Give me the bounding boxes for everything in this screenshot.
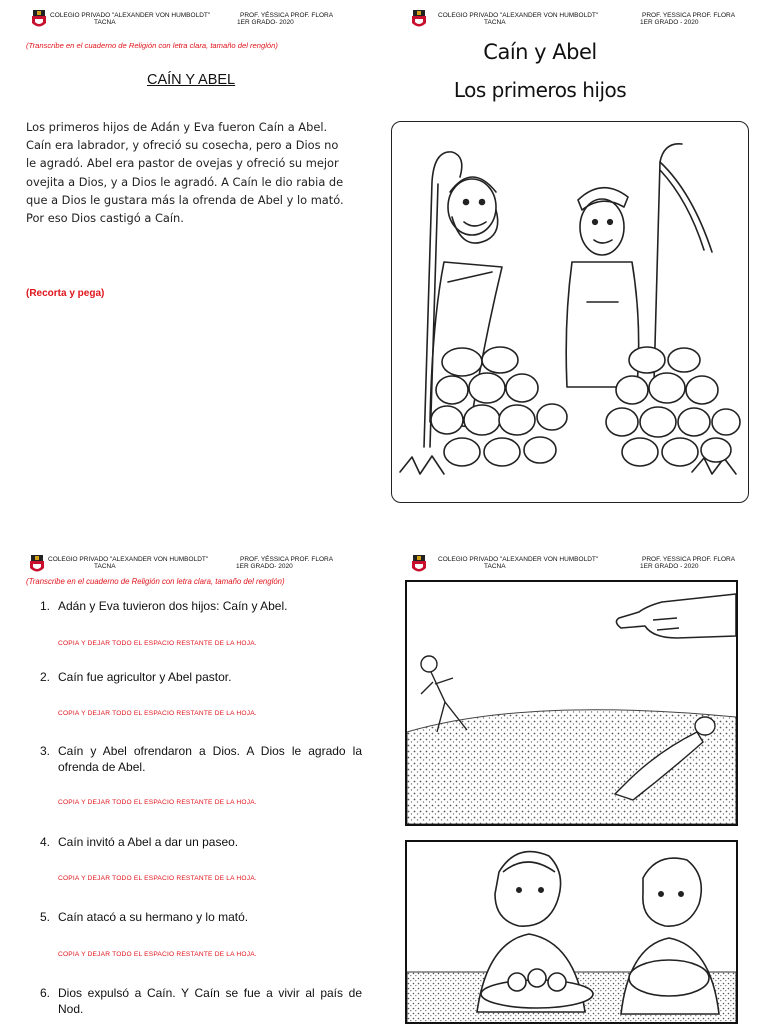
school-crest-icon xyxy=(410,9,428,30)
page-title: CAÍN Y ABEL xyxy=(147,72,236,88)
copy-instruction: COPIA Y DEJAR TODO EL ESPACIO RESTANTE DE LA HOJA. xyxy=(58,710,257,717)
list-item xyxy=(40,986,362,1017)
teacher-names: PROF. YESSICA PROF. FLORA xyxy=(642,12,736,19)
teacher-names: PROF. YÉSSICA PROF. FLORA xyxy=(240,556,334,563)
item-number: 5. xyxy=(40,910,51,924)
item-text: Caín y Abel ofrendaron a Dios. A Dios le agrado la ofrenda de Abel. xyxy=(58,744,362,774)
school-crest-icon xyxy=(410,554,428,575)
coloring-drawing xyxy=(407,842,736,1024)
item-number: 3. xyxy=(40,744,51,758)
item-text: Caín invitó a Abel a dar un paseo. xyxy=(58,835,239,849)
school-name: COLEGIO PRIVADO "ALEXANDER VON HUMBOLDT" xyxy=(50,12,211,19)
teacher-names: PROF. YÉSSICA PROF. FLORA xyxy=(240,12,334,19)
copy-instruction: COPIA Y DEJAR TODO EL ESPACIO RESTANTE DE LA HOJA. xyxy=(58,875,257,882)
item-text: Dios expulsó a Caín. Y Caín se fue a vivir al país de Nod. xyxy=(58,986,362,1016)
cain-abel-illustration xyxy=(391,121,749,503)
cut-and-paste-note: (Recorta y pega) xyxy=(26,288,105,299)
school-city: TACNA xyxy=(484,563,506,570)
coloring-drawing xyxy=(392,122,749,503)
grade-year: 1ER GRADO- 2020 xyxy=(236,563,293,570)
cutout-picture-pointing-hand xyxy=(405,580,738,826)
story-paragraph xyxy=(26,118,362,227)
instruction-note: (Transcribe en el cuaderno de Religión con letra clara, tamaño del renglón) xyxy=(26,577,285,586)
copy-instruction: COPIA Y DEJAR TODO EL ESPACIO RESTANTE DE LA HOJA. xyxy=(58,799,257,806)
item-number: 4. xyxy=(40,835,51,849)
list-item xyxy=(40,910,362,926)
story-line: Los primeros hijos de Adán y Eva fueron Caín a Abel. xyxy=(26,120,328,134)
item-text: Adán y Eva tuvieron dos hijos: Caín y Abel. xyxy=(58,599,288,613)
school-city: TACNA xyxy=(94,563,116,570)
list-item xyxy=(40,835,362,851)
grade-year: 1ER GRADO - 2020 xyxy=(640,563,699,570)
school-city: TACNA xyxy=(94,19,116,26)
teacher-names: PROF. YESSICA PROF. FLORA xyxy=(642,556,736,563)
school-name: COLEGIO PRIVADO "ALEXANDER VON HUMBOLDT" xyxy=(48,556,209,563)
school-crest-icon xyxy=(30,9,48,30)
item-number: 2. xyxy=(40,670,51,684)
grade-year: 1ER GRADO- 2020 xyxy=(237,19,294,26)
item-text: Caín fue agricultor y Abel pastor. xyxy=(58,670,232,684)
cutout-picture-offerings xyxy=(405,840,738,1024)
list-item xyxy=(40,670,362,686)
school-city: TACNA xyxy=(484,19,506,26)
item-number: 1. xyxy=(40,599,51,613)
school-name: COLEGIO PRIVADO "ALEXANDER VON HUMBOLDT" xyxy=(438,12,599,19)
coloring-drawing xyxy=(407,582,736,824)
story-line: le agradó. Abel era pastor de ovejas y ofreció su mejor xyxy=(26,156,339,171)
school-name: COLEGIO PRIVADO "ALEXANDER VON HUMBOLDT" xyxy=(438,556,599,563)
story-line: Caín era labrador, y ofreció su cosecha, pero a Dios no xyxy=(26,138,339,153)
school-crest-icon xyxy=(28,554,46,575)
item-number: 6. xyxy=(40,986,51,1000)
story-line: ovejita a Dios, y a Dios le agradó. A Caín le dio rabia de xyxy=(26,174,344,189)
list-item xyxy=(40,599,362,615)
copy-instruction: COPIA Y DEJAR TODO EL ESPACIO RESTANTE DE LA HOJA. xyxy=(58,951,257,958)
story-line: Por eso Dios castigó a Caín. xyxy=(26,211,184,226)
item-text: Caín atacó a su hermano y lo mató. xyxy=(58,910,249,924)
grade-year: 1ER GRADO - 2020 xyxy=(640,19,699,26)
sheet-title: Caín y Abel xyxy=(483,40,597,64)
story-line: que a Dios le gustara más la ofrenda de Abel y lo mató. xyxy=(26,192,344,207)
copy-instruction: COPIA Y DEJAR TODO EL ESPACIO RESTANTE DE LA HOJA. xyxy=(58,640,257,647)
instruction-note: (Transcribe en el cuaderno de Religión con letra clara, tamaño del renglón) xyxy=(26,41,278,50)
sheet-subtitle: Los primeros hijos xyxy=(453,78,627,102)
list-item xyxy=(40,744,362,775)
